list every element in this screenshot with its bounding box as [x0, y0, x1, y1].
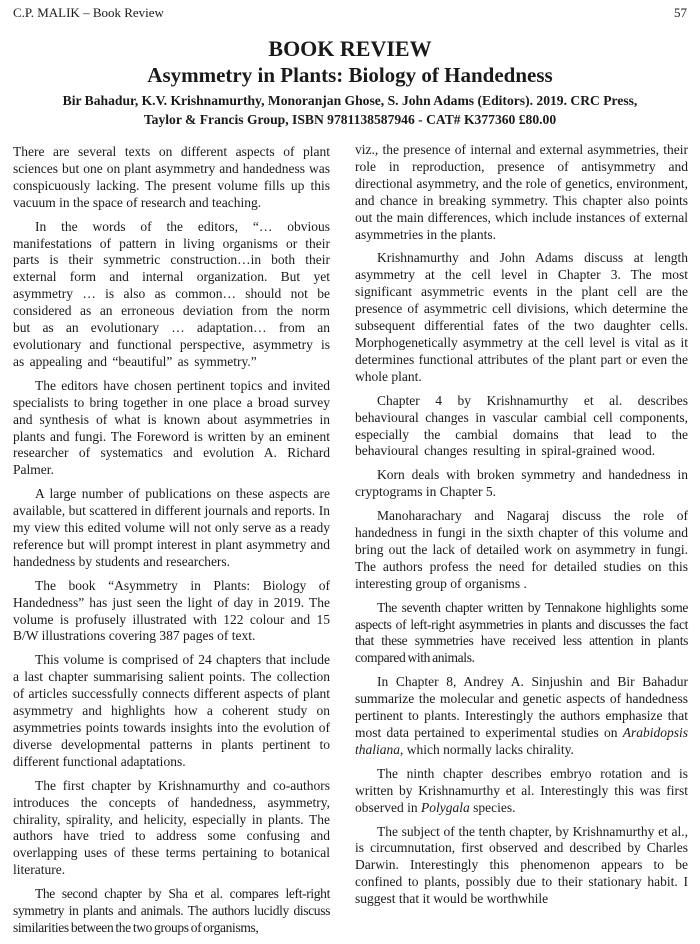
paragraph: The seventh chapter written by Tennakone highlights some aspects of left-right asymmetries in plants and discusses the fact that these symmetries have received less attention in plants compared with animals.: [355, 599, 688, 666]
text-run: The ninth chapter describes embryo rotation and is written by Krishnamurthy et al. Interestingly this was first observed in: [355, 765, 688, 815]
paragraph: The first chapter by Krishnamurthy and co-authors introduces the concepts of handedness, asymmetry, chirality, spirality, and helicity, especially in plants. The authors have tried to address some confusing and overlapping uses of these terms pertaining to botanical literature.: [13, 777, 330, 878]
citation-line-1: Bir Bahadur, K.V. Krishnamurthy, Monoranjan Ghose, S. John Adams (Editors). 2019. CRC Press,: [62, 93, 638, 108]
page-number: 57: [674, 5, 687, 20]
genus-name: Polygala: [420, 799, 470, 815]
paragraph: Korn deals with broken symmetry and handedness in cryptograms in Chapter 5.: [355, 467, 688, 500]
paragraph: The editors have chosen pertinent topics and invited specialists to bring together in one place a broad survey and synthesis of what is known about asymmetries in plants and fungi. The Foreword is written by an eminent researcher of systematics and evolution A. Richard Palmer.: [13, 377, 330, 478]
text-run: , which normally lacks chirality.: [400, 741, 574, 757]
paragraph: This volume is comprised of 24 chapters that include a last chapter summarising salient points. The collection of articles successfully connects different aspects of plant asymmetry and highlights how a coherent study on asymmetries points towards insights into the evolution of diverse developmental patterns in plants pertinent to different functional adaptations.: [13, 652, 330, 769]
text-run: species.: [469, 799, 516, 815]
paragraph: There are several texts on different aspects of plant sciences but one on plant asymmetry and handedness was conspicuously lacking. The present volume fills up this vacuum in the space of research and teaching.: [13, 144, 330, 210]
paragraph: In the words of the editors, “… obvious manifestations of pattern in living organisms or their parts is their symmetric construction…in both their external form and internal organization. But yet asymmetry … is also as common… should not be considered as an erroneous deviation from the norm but as an evolutionary … adaptation… from an evolutionary and functional perspective, asymmetry is as appealing and “beautiful” as symmetry.”: [13, 218, 330, 369]
species-name: Arabidopsis thaliana: [355, 725, 688, 757]
paragraph: Krishnamurthy and John Adams discuss at length asymmetry at the cell level in Chapter 3. The most significant asymmetric events in the plant cell are the presence of asymmetric cell divisions, which determine the subsequent differential fates of the two daughter cells. Morphogenetically asymmetry at the cell level is vital as it determines functional attributes of the plant part or even the whole plant.: [355, 250, 688, 384]
book-title: Asymmetry in Plants: Biology of Handedness: [147, 63, 553, 87]
citation: [13, 91, 687, 129]
text-run: In Chapter 8, Andrey A. Sinjushin and Bir Bahadur summarize the molecular and genetic aspects of handedness pertinent to plants. Interestingly the authors emphasize that most data pertained to experimental studies on: [355, 674, 688, 740]
paragraph: Chapter 4 by Krishnamurthy et al. describes behavioural changes in vascular cambial cell components, especially the cambial domains that lead to the behavioural changes resulting in spiral-grained wood.: [355, 392, 688, 459]
paragraph: The subject of the tenth chapter, by Krishnamurthy et al., is circumnutation, first observed and described by Charles Darwin. Interestingly this phenomenon appears to be confined to plants, possibly due to their stationary habit. I suggest that it would be worthwhile: [355, 823, 688, 907]
running-head-author: C.P. MALIK – Book Review: [13, 5, 164, 20]
running-head: [13, 4, 687, 22]
section-title: BOOK REVIEW: [268, 36, 432, 61]
paragraph: Manoharachary and Nagaraj discuss the role of handedness in fungi in the sixth chapter of this volume and bring out the lack of detailed work on asymmetry in fungi. The authors profess the need for detailed studies on this interesting group of organisms .: [355, 508, 688, 591]
paragraph: [355, 674, 688, 759]
article-header: [13, 36, 687, 129]
right-column: [355, 142, 688, 915]
paragraph: viz., the presence of internal and external asymmetries, their role in reproduction, presence of antisymmetry and directional asymmetry, and the role of genetics, environment, and chance in breaking symmetry. This chapter also points out the main differences, which include instances of external asymmetries in the plants.: [355, 142, 688, 242]
paragraph: The book “Asymmetry in Plants: Biology of Handedness” has just seen the light of day in 2019. The volume is profusely illustrated with 122 colour and 15 B/W illustrations covering 387 pages of text.: [13, 577, 330, 644]
paragraph: [355, 766, 688, 817]
paragraph: A large number of publications on these aspects are available, but scattered in different journals and reports. In my view this edited volume will not only serve as a ready reference but will prompt interest in plant asymmetry and handedness by students and researchers.: [13, 486, 330, 569]
paragraph: The second chapter by Sha et al. compares left-right symmetry in plants and animals. The authors lucidly discuss similarities between the two groups of organisms,: [13, 886, 330, 935]
citation-line-2: Taylor & Francis Group, ISBN 9781138587946 - CAT# K377360 £80.00: [143, 112, 557, 127]
left-column: [13, 144, 330, 944]
